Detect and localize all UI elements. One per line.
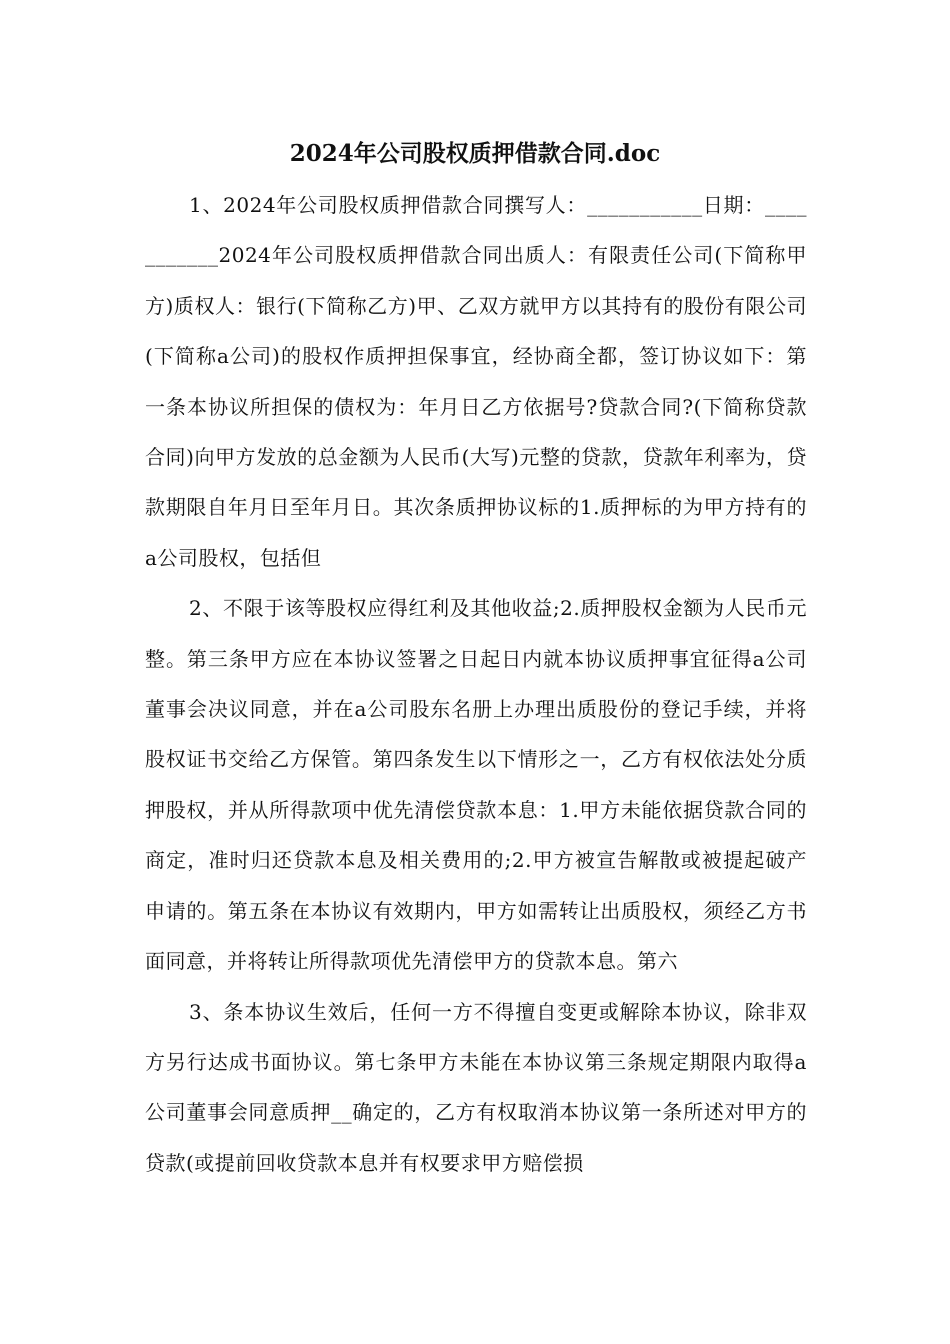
paragraph-3: 3、条本协议生效后，任何一方不得擅自变更或解除本协议，除非双方另行达成书面协议。第七条甲方未能在本协议第三条规定期限内取得a公司董事会同意质押__确定的，乙方有权取消本协议第一条所述对甲方的贷款(或提前回收贷款本息并有权要求甲方赔偿损 (145, 999, 807, 1175)
document-body (145, 180, 807, 1188)
paragraph-2: 2、不限于该等股权应得红利及其他收益;2.质押股权金额为人民币元整。第三条甲方应在本协议签署之日起日内就本协议质押事宜征得a公司董事会决议同意，并在a公司股东名册上办理出质股份的登记手续，并将股权证书交给乙方保管。第四条发生以下情形之一，乙方有权依法处分质押股权，并从所得款项中优先清偿贷款本息：1.甲方未能依据贷款合同的商定，准时归还贷款本息及相关费用的;2.甲方被宣告解散或被提起破产申请的。第五条在本协议有效期内，甲方如需转让出质股权，须经乙方书面同意，并将转让所得款项优先清偿甲方的贷款本息。第六 (145, 596, 807, 974)
paragraph-1: 1、2024年公司股权质押借款合同撰写人：___________日期：___________2024年公司股权质押借款合同出质人：有限责任公司(下简称甲方)质权人：银行(下简称乙方)甲、乙双方就甲方以其持有的股份有限公司(下简称a公司)的股权作质押担保事宜，经协商全都，签订协议如下：第一条本协议所担保的债权为：年月日乙方依据号?贷款合同?(下简称贷款合同)向甲方发放的总金额为人民币(大写)元整的贷款，贷款年利率为，贷款期限自年月日至年月日。其次条质押协议标的1.质押标的为甲方持有的a公司股权，包括但 (145, 193, 807, 570)
document-title: 2024年公司股权质押借款合同.doc (289, 140, 661, 167)
